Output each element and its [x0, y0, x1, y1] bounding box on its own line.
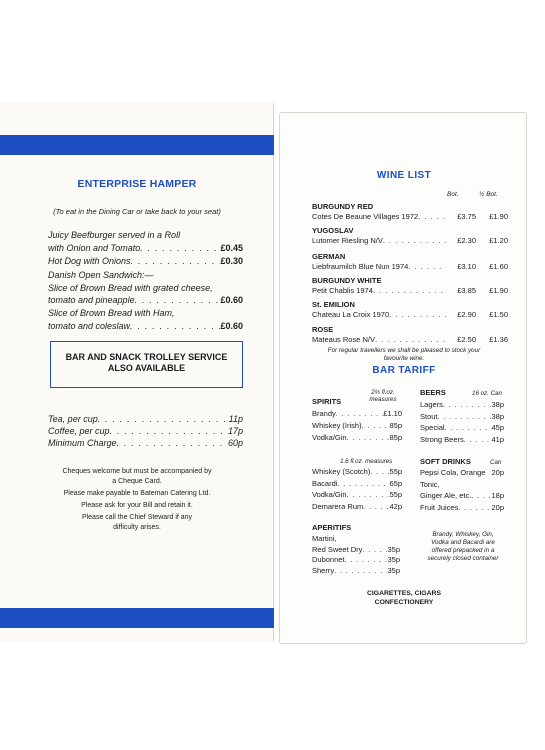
drink-price: 38p — [491, 400, 504, 409]
cheque-notice — [0, 467, 274, 533]
wine-price-half: £1.20 — [489, 236, 508, 245]
drink-row — [312, 502, 402, 511]
drink-price: 55p — [389, 490, 402, 499]
spirits-measure-note — [368, 389, 398, 403]
charge-price: 11p — [228, 414, 243, 424]
drink-name: Stout — [420, 411, 438, 421]
drink-price: 20p — [491, 502, 504, 512]
drink-price: 35p — [387, 565, 400, 575]
wine-row — [312, 310, 508, 319]
cig-line: CIGARETTES, CIGARS — [366, 590, 442, 597]
wine-name: Chateau La Croix 1970 — [312, 310, 390, 319]
wine-list-title: WINE LIST — [376, 170, 432, 181]
col-head-bottle: Bot. — [447, 191, 459, 198]
left-menu-panel — [0, 103, 274, 641]
item-line: with Onion and Tomato — [48, 242, 141, 253]
spirits-note-line: 2⅔ fl.oz. — [371, 389, 395, 396]
drink-row — [420, 468, 504, 477]
drink-name: Lagers — [420, 400, 443, 409]
measures-list — [312, 467, 402, 511]
wine-price-half: £1.60 — [489, 262, 508, 271]
drink-price: 45p — [491, 423, 504, 432]
beers-list — [420, 400, 504, 444]
beers-heading: BEERS — [420, 388, 446, 397]
drink-price: 55p — [389, 467, 402, 476]
soft-drinks-heading: SOFT DRINKS — [420, 457, 471, 466]
wine-region: St. EMILION — [312, 300, 355, 309]
menu-item-beefburger — [48, 229, 243, 254]
wine-name: Petit Chablis 1974 — [312, 286, 373, 295]
drink-name: Fruit Juices — [420, 502, 459, 512]
drink-name: Bacardi — [312, 478, 338, 488]
drink-name: Dubonnet — [312, 555, 345, 564]
cheque-line: Cheques welcome but must be accompanied by — [62, 468, 212, 475]
wine-row — [312, 236, 508, 245]
wine-price-bottle: £3.75 — [457, 212, 476, 221]
menu-item-danish-ham — [48, 307, 243, 332]
wine-price-bottle: £2.50 — [457, 335, 476, 344]
drink-price: 38p — [491, 411, 504, 421]
prepacked-note — [416, 531, 510, 563]
drink-name: Whiskey (Irish) — [312, 421, 362, 430]
right-menu-panel — [279, 112, 527, 644]
wine-region: GERMAN — [312, 252, 346, 261]
bar-tariff-title: BAR TARIFF — [372, 365, 436, 376]
item-price: £0.30 — [220, 256, 243, 266]
drink-row — [312, 467, 402, 476]
wine-footer — [280, 347, 528, 363]
spirits-note-line: measures — [369, 396, 397, 403]
drink-name: Vodka/Gin — [312, 433, 347, 442]
wine-name: Mateaus Rose N/V — [312, 335, 375, 344]
drink-name: Ginger Ale, etc. — [420, 491, 472, 500]
drink-price: 65p — [389, 478, 402, 488]
drink-row — [312, 490, 402, 499]
item-price: £0.45 — [220, 242, 243, 253]
soft-drinks-list — [420, 468, 504, 512]
wine-price-half: £1.50 — [489, 310, 508, 319]
beers-can-note: 16 oz. Can — [472, 390, 502, 397]
drink-name: Strong Beers — [420, 434, 464, 444]
wine-price-bottle: £3.10 — [457, 262, 476, 271]
drink-price: 35p — [387, 555, 400, 564]
drink-price: 18p — [491, 491, 504, 500]
charge-label: Coffee, per cup — [48, 426, 110, 436]
menu-item-hotdog — [48, 255, 243, 268]
item-line: Hot Dog with Onions — [48, 256, 131, 266]
drink-price: 35p — [387, 544, 400, 554]
prepacked-line: Brandy, Whiskey, Gin, — [432, 531, 494, 538]
item-line: Slice of Brown Bread with Ham, — [48, 308, 175, 318]
drink-row — [420, 400, 504, 409]
item-line: Danish Open Sandwich:— — [48, 270, 154, 280]
cigarettes-confectionery — [280, 589, 528, 607]
trolley-service-box — [50, 341, 243, 388]
wine-price-half: £1.90 — [489, 286, 508, 295]
drink-row — [312, 566, 400, 575]
cheque-line: Please ask for your Bill and retain it. — [81, 502, 193, 509]
wine-footer-line: favourite wine. — [383, 355, 425, 362]
trolley-line: ALSO AVAILABLE — [107, 363, 186, 373]
wine-row — [312, 335, 508, 344]
drink-row — [312, 545, 400, 554]
prepacked-line: Vodka and Bacardi are — [431, 539, 495, 546]
drink-row — [312, 421, 402, 430]
item-price: £0.60 — [220, 320, 243, 331]
aperitifs-heading: APERITIFS — [312, 523, 352, 532]
cheque-line: difficulty arises. — [113, 524, 161, 531]
wine-name: Liebfraumilch Blue Nun 1974 — [312, 262, 409, 271]
menu-item-danish-cheese — [48, 269, 243, 307]
col-head-half-bottle: ½ Bot. — [479, 191, 498, 198]
spirits-heading: SPIRITS — [312, 397, 342, 406]
drink-row — [420, 480, 504, 489]
wine-price-half: £1.90 — [489, 212, 508, 221]
wine-price-half: £1.36 — [489, 335, 508, 344]
charge-row — [48, 437, 243, 449]
measures-note: 1.6 fl.oz. measures — [340, 458, 393, 465]
drink-name: Pepsi Cola, Orange — [420, 468, 486, 477]
wine-region: ROSE — [312, 325, 334, 334]
wine-price-bottle: £3.85 — [457, 286, 476, 295]
drink-name: Vodka/Gin — [312, 490, 347, 499]
drink-price: 85p — [389, 421, 402, 430]
wine-row — [312, 262, 508, 271]
top-blue-band — [0, 135, 274, 155]
drink-name: Martini, — [312, 534, 337, 543]
drink-name: Special — [420, 423, 445, 432]
drink-row — [420, 423, 504, 432]
hamper-note: (To eat in the Dining Car or take back to your seat) — [53, 207, 221, 216]
item-price: £0.60 — [220, 295, 243, 305]
drink-row — [312, 409, 402, 418]
drink-row — [312, 433, 402, 442]
charge-price: 17p — [227, 426, 243, 436]
prepacked-line: securely closed container — [427, 555, 499, 562]
drink-name: Brandy — [312, 409, 336, 418]
charge-label: Tea, per cup — [48, 414, 98, 424]
aperitifs-list — [312, 534, 400, 575]
drink-row — [312, 555, 400, 564]
prepacked-line: offered prepacked in a — [431, 547, 495, 554]
drink-name: Demarera Rum — [312, 501, 364, 511]
drink-price: 41p — [491, 434, 504, 444]
drink-name: Whiskey (Scotch) — [312, 467, 371, 476]
trolley-line: BAR AND SNACK TROLLEY SERVICE — [65, 352, 228, 362]
drink-price: 20p — [491, 468, 504, 477]
wine-row — [312, 286, 508, 295]
wine-region: BURGUNDY WHITE — [312, 276, 382, 285]
drink-name: Red Sweet Dry — [312, 544, 363, 554]
drink-row — [420, 503, 504, 512]
item-line: Juicy Beefburger served in a Roll — [48, 230, 181, 240]
drink-name: Sherry — [312, 565, 335, 575]
drink-row — [420, 435, 504, 444]
cig-line: CONFECTIONERY — [374, 599, 434, 606]
charge-label: Minimum Charge — [48, 438, 117, 448]
charge-row — [48, 425, 243, 437]
charge-price: 60p — [227, 438, 243, 448]
wine-name: Cotes De Beaune Villages 1972 — [312, 212, 419, 221]
item-line: Slice of Brown Bread with grated cheese, — [48, 282, 213, 293]
drink-row — [312, 479, 402, 488]
hamper-title: ENTERPRISE HAMPER — [77, 178, 197, 190]
bottom-blue-band — [0, 608, 274, 628]
wine-region: BURGUNDY RED — [312, 202, 374, 211]
charges-list — [48, 413, 243, 449]
drink-name: Tonic, — [420, 479, 440, 489]
wine-row — [312, 212, 508, 221]
cheque-line: a Cheque Card. — [112, 478, 162, 485]
cheque-line: Please call the Chief Steward if any — [81, 514, 193, 521]
item-line: tomato and pineapple — [48, 295, 135, 305]
wine-price-bottle: £2.90 — [457, 310, 476, 319]
spirits-list — [312, 409, 402, 442]
drink-price: 42p — [389, 501, 402, 511]
charge-row — [48, 413, 243, 425]
wine-price-bottle: £2.30 — [457, 236, 476, 245]
drink-price: 85p — [389, 433, 402, 442]
wine-name: Lutomer Riesling N/V — [312, 236, 383, 245]
drink-price: £1.10 — [383, 409, 402, 418]
wine-region: YUGOSLAV — [312, 226, 354, 235]
drink-row — [420, 491, 504, 500]
drink-row — [312, 534, 400, 543]
cheque-line: Please make payable to Bateman Catering Ltd. — [63, 490, 211, 497]
drink-row — [420, 412, 504, 421]
wine-footer-line: For regular travellers we shall be pleased to stock your — [327, 347, 481, 354]
soft-drinks-can-note: Can — [490, 459, 502, 466]
item-line: tomato and coleslaw — [48, 320, 131, 331]
